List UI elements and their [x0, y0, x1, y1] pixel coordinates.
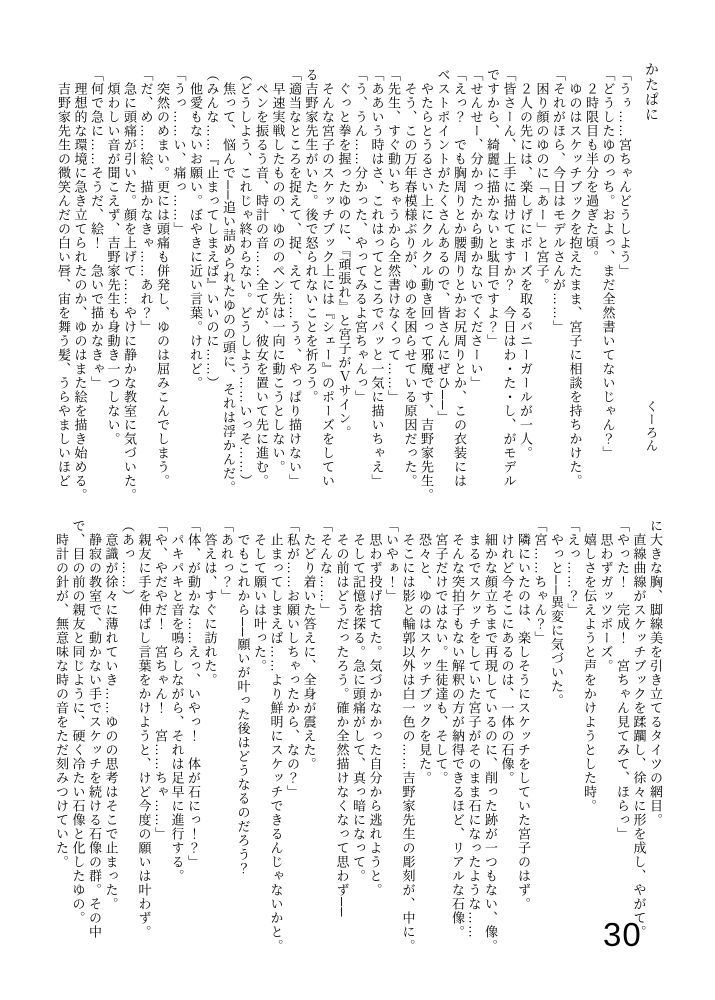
text-column: 「ああいう時はさ、これはってところでパッと一気に描いちゃえ」 [369, 68, 385, 488]
text-column: 「皆さーん、上手に描けてますか？ 今日はわ・た・し、がモデル [501, 68, 517, 488]
text-column: やっと──異変に気づいた。 [549, 519, 564, 708]
text-column: 細かな顔立ちまで再現しているのに、削った跡が一つもない、像。 [483, 519, 498, 953]
text-column: やたらとうるさい上にクルクル動き回って邪魔です、吉野家先生。 [419, 68, 434, 502]
text-column: ペンを振るう音、時計の音……全てが、彼女を置いて先に進む。 [254, 68, 269, 488]
text-column: 恐々と、ゆのはスケッチブックを見た。 [417, 519, 432, 785]
text-column: 他愛もないお願い。ぼやきに近い言葉。けれど。 [188, 68, 203, 390]
text-column: （どうしよう、これじゃ終わらない。どうしよう……いっそ……） [237, 68, 253, 488]
text-column: 「やった！ 完成！ 宮ちゃん見てみて、ほらっ」 [615, 519, 630, 841]
text-column: （あっ……） [120, 519, 135, 603]
text-column: 隣にいたのは、楽しそうにスケッチをしていた宮子のはず。 [516, 519, 531, 911]
text-column: 「うっ……い、痛っ……」 [171, 68, 187, 236]
text-column: 「せんせー、分かったから動かないでくださーい」 [468, 68, 484, 390]
text-column: 意識が徐々に薄れていき……ゆのの思考はそこで止まった。 [103, 519, 119, 911]
text-column: 直線曲線がスケッチブックを蹂躙し、徐々に形を成し、やがて。 [631, 519, 647, 939]
text-column: ゆのはスケッチブックを抱えたまま、宮子に相談を持ちかけた。 [567, 68, 583, 488]
text-column: そこには影と輪郭以外は白一色の……吉野家先生の彫刻が、中に。 [400, 519, 416, 953]
text-column: その前はどうだったろう。確か全然描けなくなって思わず── [334, 519, 350, 918]
text-column: 「う、うん……分かった、やってみるよ宮ちゃんっ」 [353, 68, 368, 404]
text-column: 「そんな……」 [318, 519, 333, 617]
text-column: 突然のめまい。更には頭痛も併発し、ゆのは屈みこんでしまう。 [155, 68, 170, 488]
text-column: 静寂の教室で、動かない手でスケッチを続ける石像の群。その中 [87, 519, 102, 939]
text-column: そんな宮子のスケッチブック上には『シェー』のポーズをしてい [320, 68, 335, 488]
text-column: 「それがほら、今日はモデルさんが……」 [551, 68, 566, 334]
text-column: 「何で急に……そうだ、絵！ 急いで描かなきゃ」 [89, 68, 104, 390]
text-column: 「や、やだやだ！ 宮ちゃん！ 宮……ちゃ……」 [153, 519, 168, 841]
text-column: （みんな……『止まってしまえば』いいのに……） [204, 68, 220, 390]
text-column: 「えっ……？」 [565, 519, 581, 617]
text-column: 「体、が動かな……えっ、いやっ！ 体が石にっ！？」 [186, 519, 201, 869]
text-column: 「先生、すぐ動いちゃうから全然書けなくって……」 [386, 68, 401, 404]
text-column: 「だ、め……絵、描かなきゃ……あれ？」 [138, 68, 154, 334]
text-column: 嬉しさを伝えようと声をかけようとした時。 [582, 519, 597, 813]
text-column: そして願いは叶った。 [252, 519, 267, 673]
text-column: まるでスケッチをしていた宮子がそのまま石になったような…… [466, 519, 482, 939]
text-column: ぐっと拳を握ったゆのに、『頑張れ』と宮子がＶサイン。 [336, 68, 352, 440]
text-column: ２人の先には、楽しげにポーズを取るバニーガールが一人。 [518, 68, 533, 460]
text-column: 宮子だけではない。生徒達も、そして。 [433, 519, 449, 785]
text-column: でもこれから──願いが叶った後はどうなるのだろう？ [235, 519, 251, 876]
text-column: 煩わしい音が聞こえず、吉野家先生も身動き一つしない。 [105, 68, 121, 446]
text-column: そんな突拍子もない解釈の方が納得できるほど、リアルな石像。 [450, 519, 465, 939]
text-column: 早速実戦したものの、ゆののペン先は一向に動こうとしない。 [270, 68, 286, 474]
text-column: けれど今そこにあるのは、一体の石像。 [499, 519, 515, 785]
text-column: に大きな胸、脚線美を引き立てるタイツの網目。 [648, 519, 663, 827]
text-column: ベストポイントがたくさんあるので、皆さんにぜひ──」 [435, 68, 451, 425]
text-column: 焦って、悩んで──追い詰められたゆのの頭に、それは浮かんだ。 [221, 68, 236, 495]
text-column: 「うぅ……宮ちゃんどうしよう」 [617, 68, 632, 278]
text-column: 「宮……ちゃん？」 [532, 519, 548, 645]
text-column: ２時限目も半分を過ぎた頃。 [584, 68, 599, 264]
page-title: かたぱに [644, 62, 660, 122]
text-column: 理想的な環境に急き立てられたのか、ゆのはまた絵を描き始める。 [72, 68, 88, 502]
text-column: 困り顔のゆのに「あー」と宮子。 [534, 68, 550, 292]
text-column: 「どうしたゆのっち。およっ、まだ全然書いてないじゃん？」 [600, 68, 616, 460]
text-column: 吉野家先生の微笑んだの白い唇、宙を舞う髪、うらやましいほど [56, 68, 71, 488]
text-column: ですから、綺麗に描かないと駄目ですよ？」 [485, 68, 500, 348]
text-column: そう、この万年春模様ぶりが、ゆのを困らせている原因だった。 [402, 68, 418, 488]
text-column: 「いやぁ！」 [384, 519, 399, 603]
text-column: 思わずガッツポーズ。 [598, 519, 614, 673]
text-column: 親友に手を伸ばし言葉をかけようと、けど今度の願いは叶わず。 [136, 519, 152, 939]
author-name: くーろん [644, 400, 658, 452]
text-block-top [55, 68, 633, 514]
text-column: パキパキと音を鳴らしながら、それは足早に進行する。 [169, 519, 185, 883]
text-column: 「あれっ？」 [219, 519, 234, 603]
text-column: 「適当なところを捉えて、捉、えて……うぅ、やっぱり描けない」 [287, 68, 302, 488]
text-column: る吉野家先生がいた。後で怒られないことを祈ろう。 [303, 68, 319, 404]
text-column: で、目の前の親友と同じように、硬く冷たい石像と化したゆの。 [70, 519, 86, 925]
text-column: 時計の針が、無意味な時の音をただ刻みつけていた。 [54, 519, 69, 869]
text-column: そして記憶を探る。急に頭痛がして、真っ暗になって。 [351, 519, 366, 883]
text-column: 「えっ？ でも胸周りとか腰周りとかお尻周りとか、この衣装には [452, 68, 467, 488]
text-block-bottom [53, 519, 664, 965]
text-column: 思わず投げ捨てた。気づかなかった自分から逃れようと。 [367, 519, 383, 897]
text-column: たどり着いた答えに、全身が震えた。 [301, 519, 317, 771]
text-column: 急に頭痛が引いた。顔を上げて……やけに静かな教室に気づいた。 [122, 68, 137, 502]
text-column: 答えは、すぐに訪れた。 [202, 519, 218, 687]
text-column: 「私が……お願いしちゃったから、なの？」 [285, 519, 300, 799]
text-column: 止まってしまえば……より鮮明にスケッチできるんじゃないかと。 [268, 519, 284, 953]
page-number: 30 [603, 916, 642, 953]
